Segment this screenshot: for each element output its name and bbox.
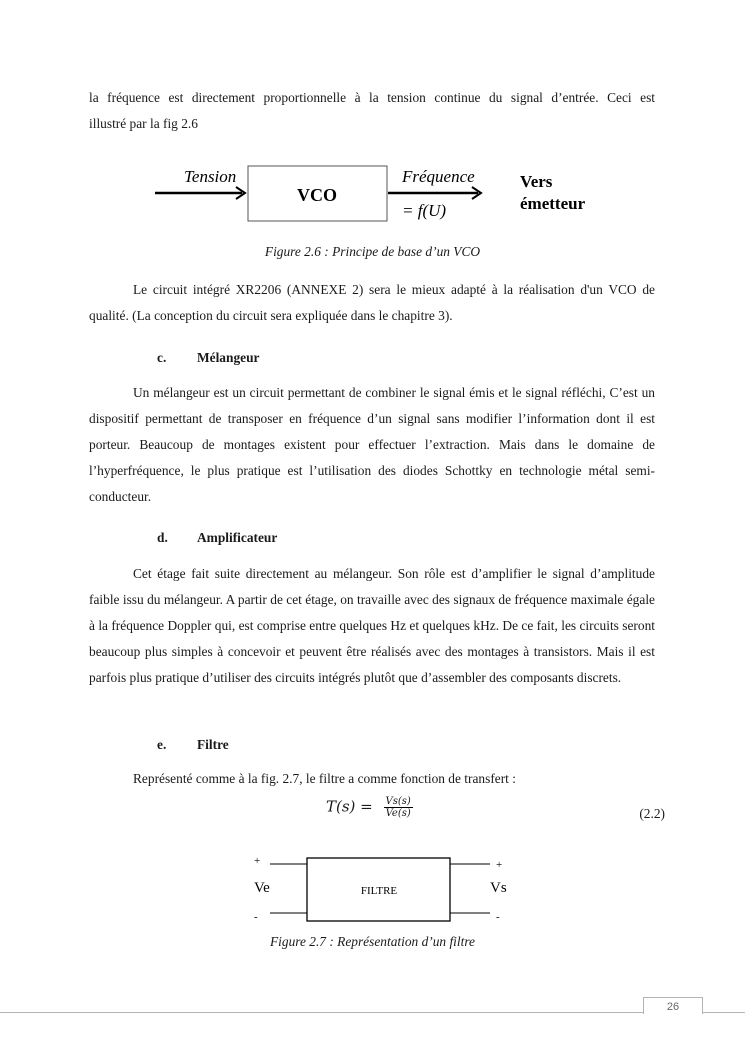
section-c-letter: c. xyxy=(157,350,167,365)
output-label: Fréquence xyxy=(402,167,475,186)
destination-line-2: émetteur xyxy=(520,194,586,213)
section-c-title: Mélangeur xyxy=(197,350,260,365)
section-e-letter: e. xyxy=(157,737,167,752)
paragraph-filtre: Représenté comme à la fig. 2.7, le filtre a comme fonction de transfert : xyxy=(133,771,516,786)
section-d-letter: d. xyxy=(157,530,168,545)
output-minus-sign: - xyxy=(496,911,500,923)
output-formula: = f(U) xyxy=(402,201,447,220)
filter-block-label: FILTRE xyxy=(360,885,398,897)
input-voltage-label: Ve xyxy=(254,880,270,896)
figure-2-6-caption: Figure 2.6 : Principe de base d’un VCO xyxy=(264,244,481,259)
destination-line-1: Vers xyxy=(520,172,553,191)
section-d-title: Amplificateur xyxy=(197,530,278,545)
footer-rule xyxy=(0,1012,745,1013)
page-number: 26 xyxy=(643,997,703,1014)
output-plus-sign: + xyxy=(496,859,503,871)
section-e-title: Filtre xyxy=(197,737,229,752)
equation-lhs: T(s) = xyxy=(326,797,373,816)
equation-fraction xyxy=(384,796,413,819)
equation-numerator: Vs(s) xyxy=(385,796,411,807)
paragraph-xr2206: Le circuit intégré XR2206 (ANNEXE 2) sera le mieux adapté à la réalisation d'un VCO de qualité. (La conception du circuit sera expliquée dans le chapitre 3). xyxy=(89,282,655,323)
input-plus-sign: + xyxy=(254,855,261,867)
input-label: Tension xyxy=(184,167,237,186)
equation-2-2 xyxy=(0,796,745,836)
paragraph-melangeur: Un mélangeur est un circuit permettant de combiner le signal émis et le signal réfléchi, C’est un dispositif permettant de transposer en fréquence d’un signal sans modifier l’information dont il est porteur. Beaucoup de montages existent pour effectuer l’extraction. Mais dans le domaine de l’hyperfréquence, le plus pratique est l’utilisation des diodes Schottky en technologie métal semi-conducteur. xyxy=(89,385,655,504)
equation-number: (2.2) xyxy=(639,806,665,821)
transfer-function xyxy=(326,796,413,819)
output-voltage-label: Vs xyxy=(490,880,507,896)
paragraph-intro-line-1: la fréquence est directement proportionnelle à la tension continue du signal d’entrée. Ceci est xyxy=(89,90,655,105)
figure-2-7-filter-diagram xyxy=(250,850,520,930)
paragraph-intro xyxy=(89,85,655,137)
paragraph-amplificateur: Cet étage fait suite directement au mélangeur. Son rôle est d’amplifier le signal d’amplitude faible issu du mélangeur. A partir de cet étage, on travaille avec des signaux de fréquence maximale égale à la fréquence Doppler qui, est comprise entre quelques Hz et quelques kHz. De ce fait, les circuits seront beaucoup plus simples à concevoir et peuvent être réalisés avec des montages à transistors. Mais il est parfois plus pratique d’utiliser des circuits intégrés plutôt que d’assembler des composants discrets. xyxy=(89,566,655,685)
figure-2-7-caption: Figure 2.7 : Représentation d’un filtre xyxy=(269,934,476,949)
equation-denominator: Ve(s) xyxy=(385,808,411,819)
input-minus-sign: - xyxy=(254,911,258,923)
vco-block-label: VCO xyxy=(297,185,337,205)
figure-2-6-vco-diagram xyxy=(150,160,610,230)
paragraph-intro-line-2: illustré par la fig 2.6 xyxy=(89,116,198,131)
